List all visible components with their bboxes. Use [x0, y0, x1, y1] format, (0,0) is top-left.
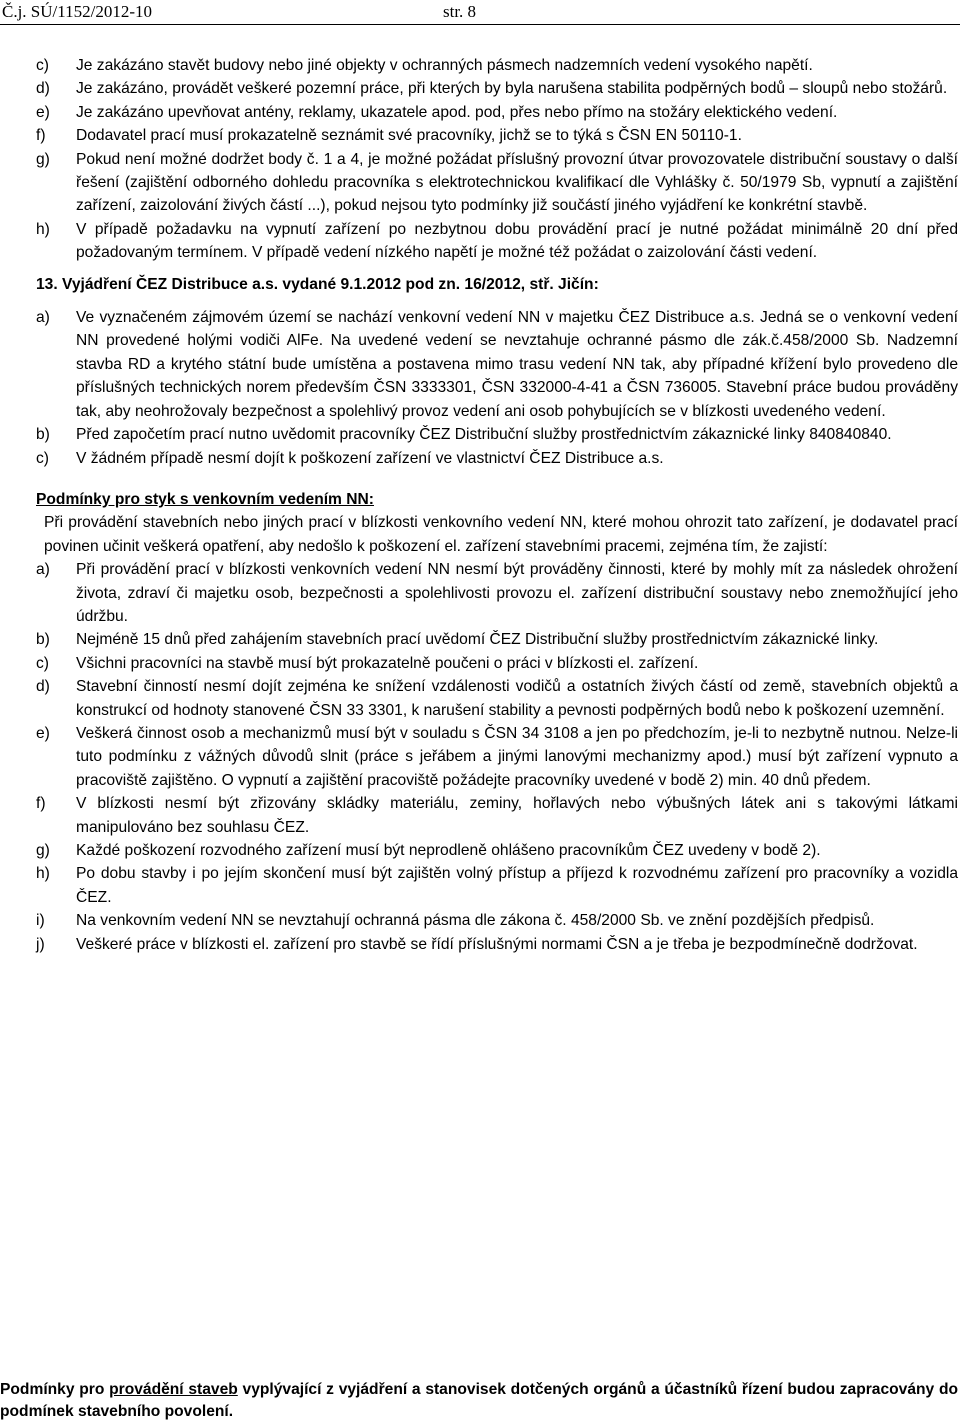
list-item	[36, 909, 958, 932]
item-label: b)	[36, 631, 50, 649]
list-item	[36, 77, 958, 100]
item-label: h)	[36, 220, 50, 238]
list-item	[36, 54, 958, 77]
item-text: Všichni pracovníci na stavbě musí být prokazatelně poučeni o práci v blízkosti el. zařízení.	[76, 654, 699, 672]
item-label: h)	[36, 865, 50, 883]
page-number: str. 8	[443, 2, 477, 21]
spacer	[36, 470, 958, 488]
item-text: Veškeré práce v blízkosti el. zařízení pro stavbě se řídí příslušnými normami ČSN a je třeba je bezpodmínečně dodržovat.	[76, 935, 918, 953]
item-text: V blízkosti nesmí být zřizovány skládky materiálu, zeminy, hořlavých nebo výbušných látek ani s takovými látkami manipulováno bez souhlasu ČEZ.	[76, 795, 958, 836]
closing-text-underlined: provádění staveb	[109, 1381, 238, 1398]
list-item	[36, 652, 958, 675]
item-label: c)	[36, 654, 49, 672]
item-label: e)	[36, 724, 50, 742]
item-text: Veškerá činnost osob a mechanizmů musí být v souladu s ČSN 34 3108 a jen po předchozím, je-li to nezbytně nutnou. Nelze-li tuto podmínku z vážných důvodů slnit (práce s jeřábem a jinými lanovými mechanizmy apod.) musí být zařízení vypnuto a pracoviště zajištěno. O vypnutí a zajištění pracoviště požádejte pracovníky uvedené v bodě 2) min. 40 dnů předem.	[76, 724, 958, 789]
list-item	[36, 148, 958, 218]
list-item	[36, 933, 958, 956]
item-text: Nejméně 15 dnů před zahájením stavebních prací uvědomí ČEZ Distribuční služby prostřednictvím zákaznické linky.	[76, 631, 879, 649]
item-label: c)	[36, 449, 49, 467]
closing-paragraph	[0, 1379, 958, 1423]
closing-text-end: vyplývající z vyjádření a stanovisek dotčených orgánů a účastníků řízení budou zapracovány do podmínek stavebního povolení.	[0, 1381, 959, 1420]
nn-section-title: Podmínky pro styk s venkovním vedením NN:	[36, 490, 374, 508]
item-text: Při provádění prací v blízkosti venkovních vedení NN nesmí být prováděny činnosti, které by mohly mít za následek ohrožení života, zdraví či majetku osob, bezpečnosti a spolehlivosti provozu el. zařízení distribuční soustavy nebo znemožňující jeho údržbu.	[76, 561, 958, 625]
page-header	[0, 2, 960, 26]
list-item	[36, 722, 958, 792]
item-text: Je zakázáno, provádět veškeré pozemní práce, při kterých by byla narušena stabilita podpěrných bodů – sloupů nebo stožárů.	[76, 80, 948, 98]
section-13-heading: 13. Vyjádření ČEZ Distribuce a.s. vydané 9.1.2012 pod zn. 16/2012, stř. Jičín:	[36, 275, 599, 293]
nn-section-intro: Při provádění stavebních nebo jiných prací v blízkosti venkovního vedení NN, které mohou ohrozit tato zařízení, je dodavatel prací povinen učinit veškerá opatření, aby nedošlo k poškození el. zařízení stavebními pracemi, zejména tím, že zajistí:	[44, 514, 958, 555]
closing-text-start: Podmínky pro	[0, 1381, 110, 1398]
item-label: i)	[36, 912, 45, 930]
list-top	[36, 54, 958, 265]
item-label: b)	[36, 426, 50, 444]
item-text: Dodavatel prací musí prokazatelně seznámit své pracovníky, jichž se to týká s ČSN EN 50110-1.	[76, 127, 742, 145]
reference-number: Č.j. SÚ/1152/2012-10	[2, 2, 153, 21]
document-body	[36, 54, 958, 956]
item-label: a)	[36, 309, 50, 327]
nn-section-list	[36, 558, 958, 956]
header-rule	[0, 24, 960, 25]
list-item	[36, 675, 958, 722]
section-13-list	[36, 306, 958, 470]
list-item	[36, 218, 958, 265]
list-item	[36, 839, 958, 862]
item-label: e)	[36, 103, 50, 121]
list-item	[36, 101, 958, 124]
item-text: Je zakázáno stavět budovy nebo jiné objekty v ochranných pásmech nadzemních vedení vysokého napětí.	[76, 57, 813, 74]
list-item	[36, 628, 958, 651]
list-item	[36, 447, 958, 470]
item-text: Ve vyznačeném zájmovém území se nachází venkovní vedení NN v majetku ČEZ Distribuce a.s. Jedná se o venkovní vedení NN provedené holými vodiči AlFe. Na uvedené vedení se nevztahuje ochranné pásmo dle zák.č.458/2000 Sb. Nadzemní stavba RD a krytého státní bude umístěna a postavena mimo trasu vedení NN tak, aby případné křížení bylo provedeno dle příslušných technických norem především ČSN 3333301, ČSN 332000-4-41 a ČSN 736005. Stavební práce budou prováděny tak, aby neohrožovaly bezpečnost a spolehlivý provoz vedení ani osob pohybujících se v blízkosti uvedeného vedení.	[76, 309, 958, 420]
item-text: Na venkovním vedení NN se nevztahují ochranná pásma dle zákona č. 458/2000 Sb. ve znění pozdějších předpisů.	[76, 912, 875, 930]
list-item	[36, 423, 958, 446]
list-item	[36, 792, 958, 839]
item-label: c)	[36, 57, 49, 74]
item-text: Pokud není možné dodržet body č. 1 a 4, je možné požádat příslušný provozní útvar provozovatele distribuční soustavy o další řešení (zajištění odborného dohledu pracovníka s elektrotechnickou kvalifikací dle Vyhlášky č. 50/1979 Sb, vypnutí a zajištění zařízení, zaizolování živých částí ...), pokud nejsou tyto podmínky již součástí jiného vyjádření ke konkrétní stavbě.	[76, 150, 958, 215]
item-label: f)	[36, 127, 46, 145]
item-text: Každé poškození rozvodného zařízení musí být neprodleně ohlášeno pracovníkům ČEZ uvedeny v bodě 2).	[76, 842, 821, 859]
item-text: Po dobu stavby i po jejím skončení musí být zajištěn volný přístup a příjezd k rozvodnému zařízení pro pracovníky a vozidla ČEZ.	[76, 865, 958, 906]
list-item	[36, 862, 958, 909]
item-text: Je zakázáno upevňovat antény, reklamy, ukazatele apod. pod, přes nebo přímo na stožáry elektického vedení.	[76, 103, 838, 121]
item-label: f)	[36, 795, 46, 813]
item-text: Před započetím prací nutno uvědomit pracovníky ČEZ Distribuční služby prostřednictvím zákaznické linky 840840840.	[76, 426, 892, 444]
item-text: V případě požadavku na vypnutí zařízení po nezbytnou dobu provádění prací je nutné požádat minimálně 20 dní před požadovaným termínem. V případě vedení nízkého napětí je možné též požádat o zaizolování části vedení.	[76, 220, 958, 262]
item-label: d)	[36, 678, 50, 696]
item-text: V žádném případě nesmí dojít k poškození zařízení ve vlastnictví ČEZ Distribuce a.s.	[76, 449, 664, 467]
item-label: a)	[36, 561, 50, 579]
item-text: Stavební činností nesmí dojít zejména ke snížení vzdálenosti vodičů a ostatních živých částí od země, stavebních objektů a konstrukcí od hodnoty stanovené ČSN 33 3301, k narušení stability a pevnosti podpěrných bodů nebo k poškození uzemnění.	[76, 678, 958, 719]
item-label: d)	[36, 80, 50, 98]
item-label: j)	[36, 935, 45, 953]
list-item	[36, 306, 958, 423]
item-label: g)	[36, 150, 50, 168]
list-item	[36, 558, 958, 628]
item-label: g)	[36, 842, 50, 859]
list-item	[36, 124, 958, 147]
